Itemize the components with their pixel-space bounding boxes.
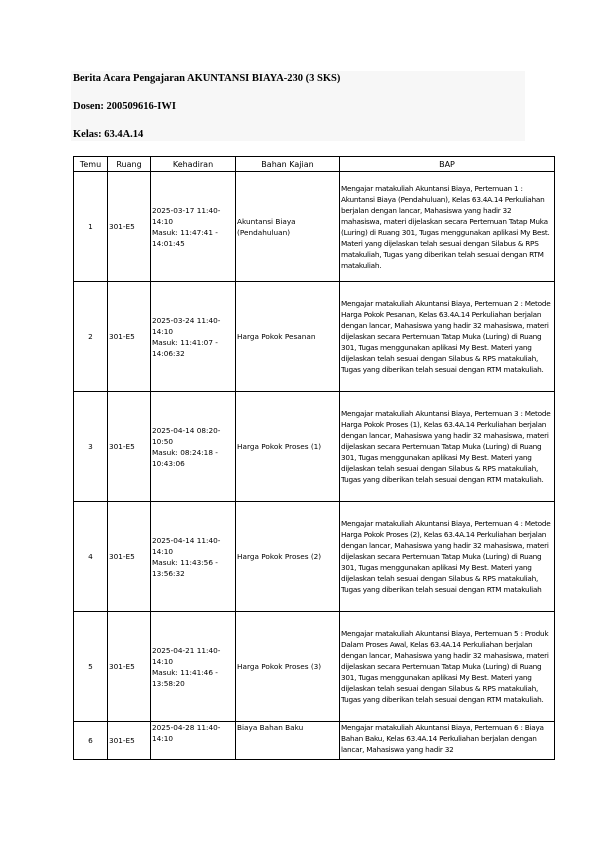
column-header-bahan-kajian: Bahan Kajian (236, 157, 340, 172)
temu-cell: 3 (74, 392, 108, 502)
masuk-text: Masuk: 08:24:18 - 10:43:06 (152, 447, 218, 468)
table-row (74, 612, 555, 722)
temu-cell: 1 (74, 172, 108, 282)
table-row (74, 722, 555, 760)
kehadiran-cell (151, 722, 236, 760)
temu-cell: 5 (74, 612, 108, 722)
dosen-line: Dosen: 200509616-IWI (73, 101, 176, 112)
bahan-kajian-cell: Harga Pokok Proses (2) (236, 502, 340, 612)
bap-cell: Mengajar matakuliah Akuntansi Biaya, Pertemuan 1 : Akuntansi Biaya (Pendahuluan), Kelas 63.4A.14 Perkuliahan berjalan dengan lancar, Mahasiswa yang hadir 32 mahasiswa, materi dijelaskan secara Pertemuan Tatap Muka (Luring) di Ruang 301, Tugas menggunakan aplikasi My Best. Materi yang dijelaskan telah sesuai dengan Silabus & RPS matakuliah, Tugas yang diberikan telah sesuai dengan RTM matakuliah. (340, 172, 555, 282)
kehadiran-cell (151, 392, 236, 502)
temu-cell: 2 (74, 282, 108, 392)
kehadiran-cell (151, 172, 236, 282)
bahan-kajian-cell: Harga Pokok Pesanan (236, 282, 340, 392)
bahan-kajian-cell: Akuntansi Biaya (Pendahuluan) (236, 172, 340, 282)
kehadiran-cell (151, 612, 236, 722)
jadwal-text: 2025-04-14 11:40-14:10 (152, 535, 221, 556)
bahan-kajian-cell: Harga Pokok Proses (3) (236, 612, 340, 722)
bap-cell: Mengajar matakuliah Akuntansi Biaya, Pertemuan 4 : Metode Harga Pokok Proses (2), Kelas 63.4A.14 Perkuliahan berjalan dengan lancar, Mahasiswa yang hadir 32 mahasiswa, materi dijelaskan secara Pertemuan Tatap Muka (Luring) di Ruang 301, Tugas menggunakan aplikasi My Best. Materi yang dijelaskan telah sesuai dengan Silabus & RPS matakuliah, Tugas yang diberikan telah sesuai dengan RTM matakuliah (340, 502, 555, 612)
bap-cell: Mengajar matakuliah Akuntansi Biaya, Pertemuan 2 : Metode Harga Pokok Pesanan, Kelas 63.4A.14 Perkuliahan berjalan dengan lancar, Mahasiswa yang hadir 32 mahasiswa, materi dijelaskan secara Pertemuan Tatap Muka (Luring) di Ruang 301, Tugas menggunakan aplikasi My Best. Materi yang dijelaskan telah sesuai dengan Silabus & RPS matakuliah, Tugas yang diberikan telah sesuai dengan RTM matakuliah. (340, 282, 555, 392)
document-title: Berita Acara Pengajaran AKUNTANSI BIAYA-230 (3 SKS) (73, 73, 341, 84)
column-header-temu: Temu (74, 157, 108, 172)
column-header-kehadiran: Kehadiran (151, 157, 236, 172)
ruang-cell: 301-E5 (108, 282, 151, 392)
bahan-kajian-cell: Harga Pokok Proses (1) (236, 392, 340, 502)
jadwal-text: 2025-04-14 08:20-10:50 (152, 425, 221, 446)
temu-cell: 4 (74, 502, 108, 612)
table-header-row (74, 157, 555, 172)
ruang-cell: 301-E5 (108, 502, 151, 612)
jadwal-text: 2025-04-21 11:40-14:10 (152, 645, 221, 666)
masuk-text: Masuk: 11:41:07 - 14:06:32 (152, 337, 218, 358)
jadwal-text: 2025-04-28 11:40-14:10 (152, 723, 221, 743)
table-row (74, 392, 555, 502)
masuk-text: Masuk: 11:41:46 - 13:58:20 (152, 667, 218, 688)
ruang-cell: 301-E5 (108, 172, 151, 282)
column-header-ruang: Ruang (108, 157, 151, 172)
masuk-text: Masuk: 11:43:56 - 13:56:32 (152, 557, 218, 578)
bap-cell: Mengajar matakuliah Akuntansi Biaya, Pertemuan 6 : Biaya Bahan Baku, Kelas 63.4A.14 Perkuliahan berjalan dengan lancar, Mahasiswa yang hadir 32 (340, 722, 555, 760)
bahan-kajian-cell: Biaya Bahan Baku (236, 722, 340, 760)
column-header-bap: BAP (340, 157, 555, 172)
jadwal-text: 2025-03-24 11:40-14:10 (152, 315, 221, 336)
bap-table (73, 156, 555, 760)
bap-cell: Mengajar matakuliah Akuntansi Biaya, Pertemuan 3 : Metode Harga Pokok Proses (1), Kelas 63.4A.14 Perkuliahan berjalan dengan lancar, Mahasiswa yang hadir 32 mahasiswa, materi dijelaskan secara Pertemuan Tatap Muka (Luring) di Ruang 301, Tugas menggunakan aplikasi My Best. Materi yang dijelaskan telah sesuai dengan Silabus & RPS matakuliah, Tugas yang diberikan telah sesuai dengan RTM matakuliah. (340, 392, 555, 502)
kelas-line: Kelas: 63.4A.14 (73, 129, 144, 140)
temu-cell: 6 (74, 722, 108, 760)
masuk-text: Masuk: 11:47:41 - 14:01:45 (152, 227, 218, 248)
ruang-cell: 301-E5 (108, 392, 151, 502)
jadwal-text: 2025-03-17 11:40-14:10 (152, 205, 221, 226)
kehadiran-cell (151, 502, 236, 612)
ruang-cell: 301-E5 (108, 722, 151, 760)
ruang-cell: 301-E5 (108, 612, 151, 722)
table-row (74, 172, 555, 282)
bap-cell: Mengajar matakuliah Akuntansi Biaya, Pertemuan 5 : Produk Dalam Proses Awal, Kelas 63.4A.14 Perkuliahan berjalan dengan lancar, Mahasiswa yang hadir 32 mahasiswa, materi dijelaskan secara Pertemuan Tatap Muka (Luring) di Ruang 301, Tugas menggunakan aplikasi My Best. Materi yang dijelaskan telah sesuai dengan Silabus & RPS matakuliah, Tugas yang diberikan telah sesuai dengan RTM matakuliah. (340, 612, 555, 722)
table-row (74, 282, 555, 392)
kehadiran-cell (151, 282, 236, 392)
table-row (74, 502, 555, 612)
